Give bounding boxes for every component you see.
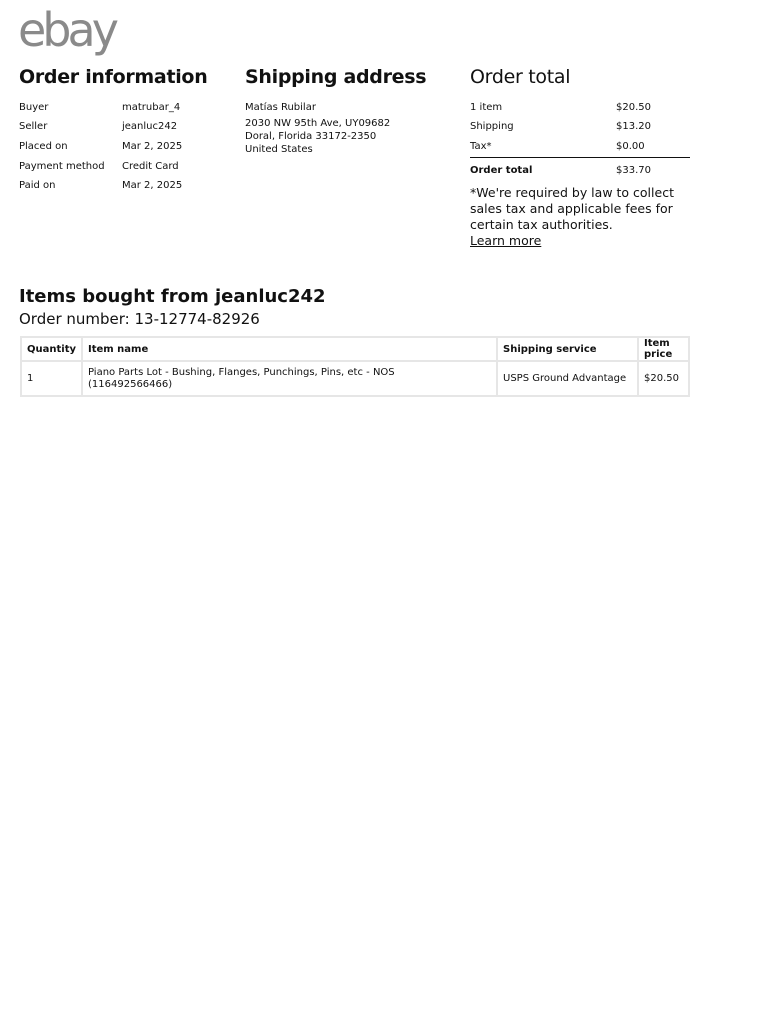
item-price-header: Item price	[638, 337, 689, 361]
address-lines	[245, 117, 455, 156]
grand-total-value: $33.70	[616, 164, 651, 176]
items-bought-title: Items bought from jeanluc242	[19, 286, 326, 307]
learn-more-link[interactable]: Learn more	[470, 232, 542, 248]
order-info-table	[19, 98, 219, 196]
item-id: (116492566466)	[88, 378, 173, 390]
shipping-cost-label: Shipping	[470, 121, 514, 133]
payment-method-row	[19, 157, 219, 177]
address-line-3: United States	[245, 144, 313, 155]
grand-total-row	[470, 158, 690, 184]
seller-label: Seller	[19, 121, 48, 133]
shipping-service-header: Shipping service	[497, 337, 638, 361]
buyer-row	[19, 98, 219, 118]
quantity-header: Quantity	[21, 337, 82, 361]
paid-on-row	[19, 176, 219, 196]
table-row	[21, 361, 689, 396]
placed-on-value: Mar 2, 2025	[122, 140, 183, 152]
shipping-address-title: Shipping address	[245, 66, 427, 88]
item-shipping-service: USPS Ground Advantage	[497, 361, 638, 396]
items-subtotal-value: $20.50	[616, 101, 651, 113]
ebay-logo: ebay	[18, 3, 115, 57]
shipping-cost-value: $13.20	[616, 121, 651, 133]
order-total-block	[470, 98, 690, 249]
grand-total-label: Order total	[470, 164, 533, 176]
paid-on-value: Mar 2, 2025	[122, 180, 183, 192]
address-line-1: 2030 NW 95th Ave, UY09682	[245, 118, 391, 129]
recipient-name: Matías Rubilar	[245, 101, 316, 113]
items-subtotal-row	[470, 98, 690, 118]
placed-on-label: Placed on	[19, 140, 68, 152]
payment-method-label: Payment method	[19, 160, 105, 172]
paid-on-label: Paid on	[19, 180, 56, 192]
order-info-title: Order information	[19, 66, 208, 88]
tax-value: $0.00	[616, 140, 645, 152]
items-table	[20, 336, 690, 397]
tax-label: Tax*	[470, 140, 492, 152]
item-quantity: 1	[21, 361, 82, 396]
buyer-label: Buyer	[19, 101, 49, 113]
shipping-address-block	[245, 98, 455, 156]
buyer-value: matrubar_4	[122, 101, 181, 113]
seller-value: jeanluc242	[122, 121, 178, 133]
item-name-cell	[82, 361, 497, 396]
tax-note: *We're required by law to collect sales tax and applicable fees for certain tax authorities.	[470, 184, 674, 232]
order-total-title: Order total	[470, 66, 571, 88]
payment-method-value: Credit Card	[122, 160, 179, 172]
seller-row	[19, 118, 219, 138]
shipping-cost-row	[470, 118, 690, 138]
items-subtotal-label: 1 item	[470, 101, 503, 113]
address-line-2: Doral, Florida 33172-2350	[245, 131, 377, 142]
tax-row	[470, 137, 690, 157]
items-header-row	[21, 337, 689, 361]
order-number: Order number: 13-12774-82926	[19, 310, 260, 328]
item-name-header: Item name	[82, 337, 497, 361]
placed-on-row	[19, 137, 219, 157]
item-price: $20.50	[638, 361, 689, 396]
item-name: Piano Parts Lot - Bushing, Flanges, Punchings, Pins, etc - NOS	[88, 366, 395, 378]
